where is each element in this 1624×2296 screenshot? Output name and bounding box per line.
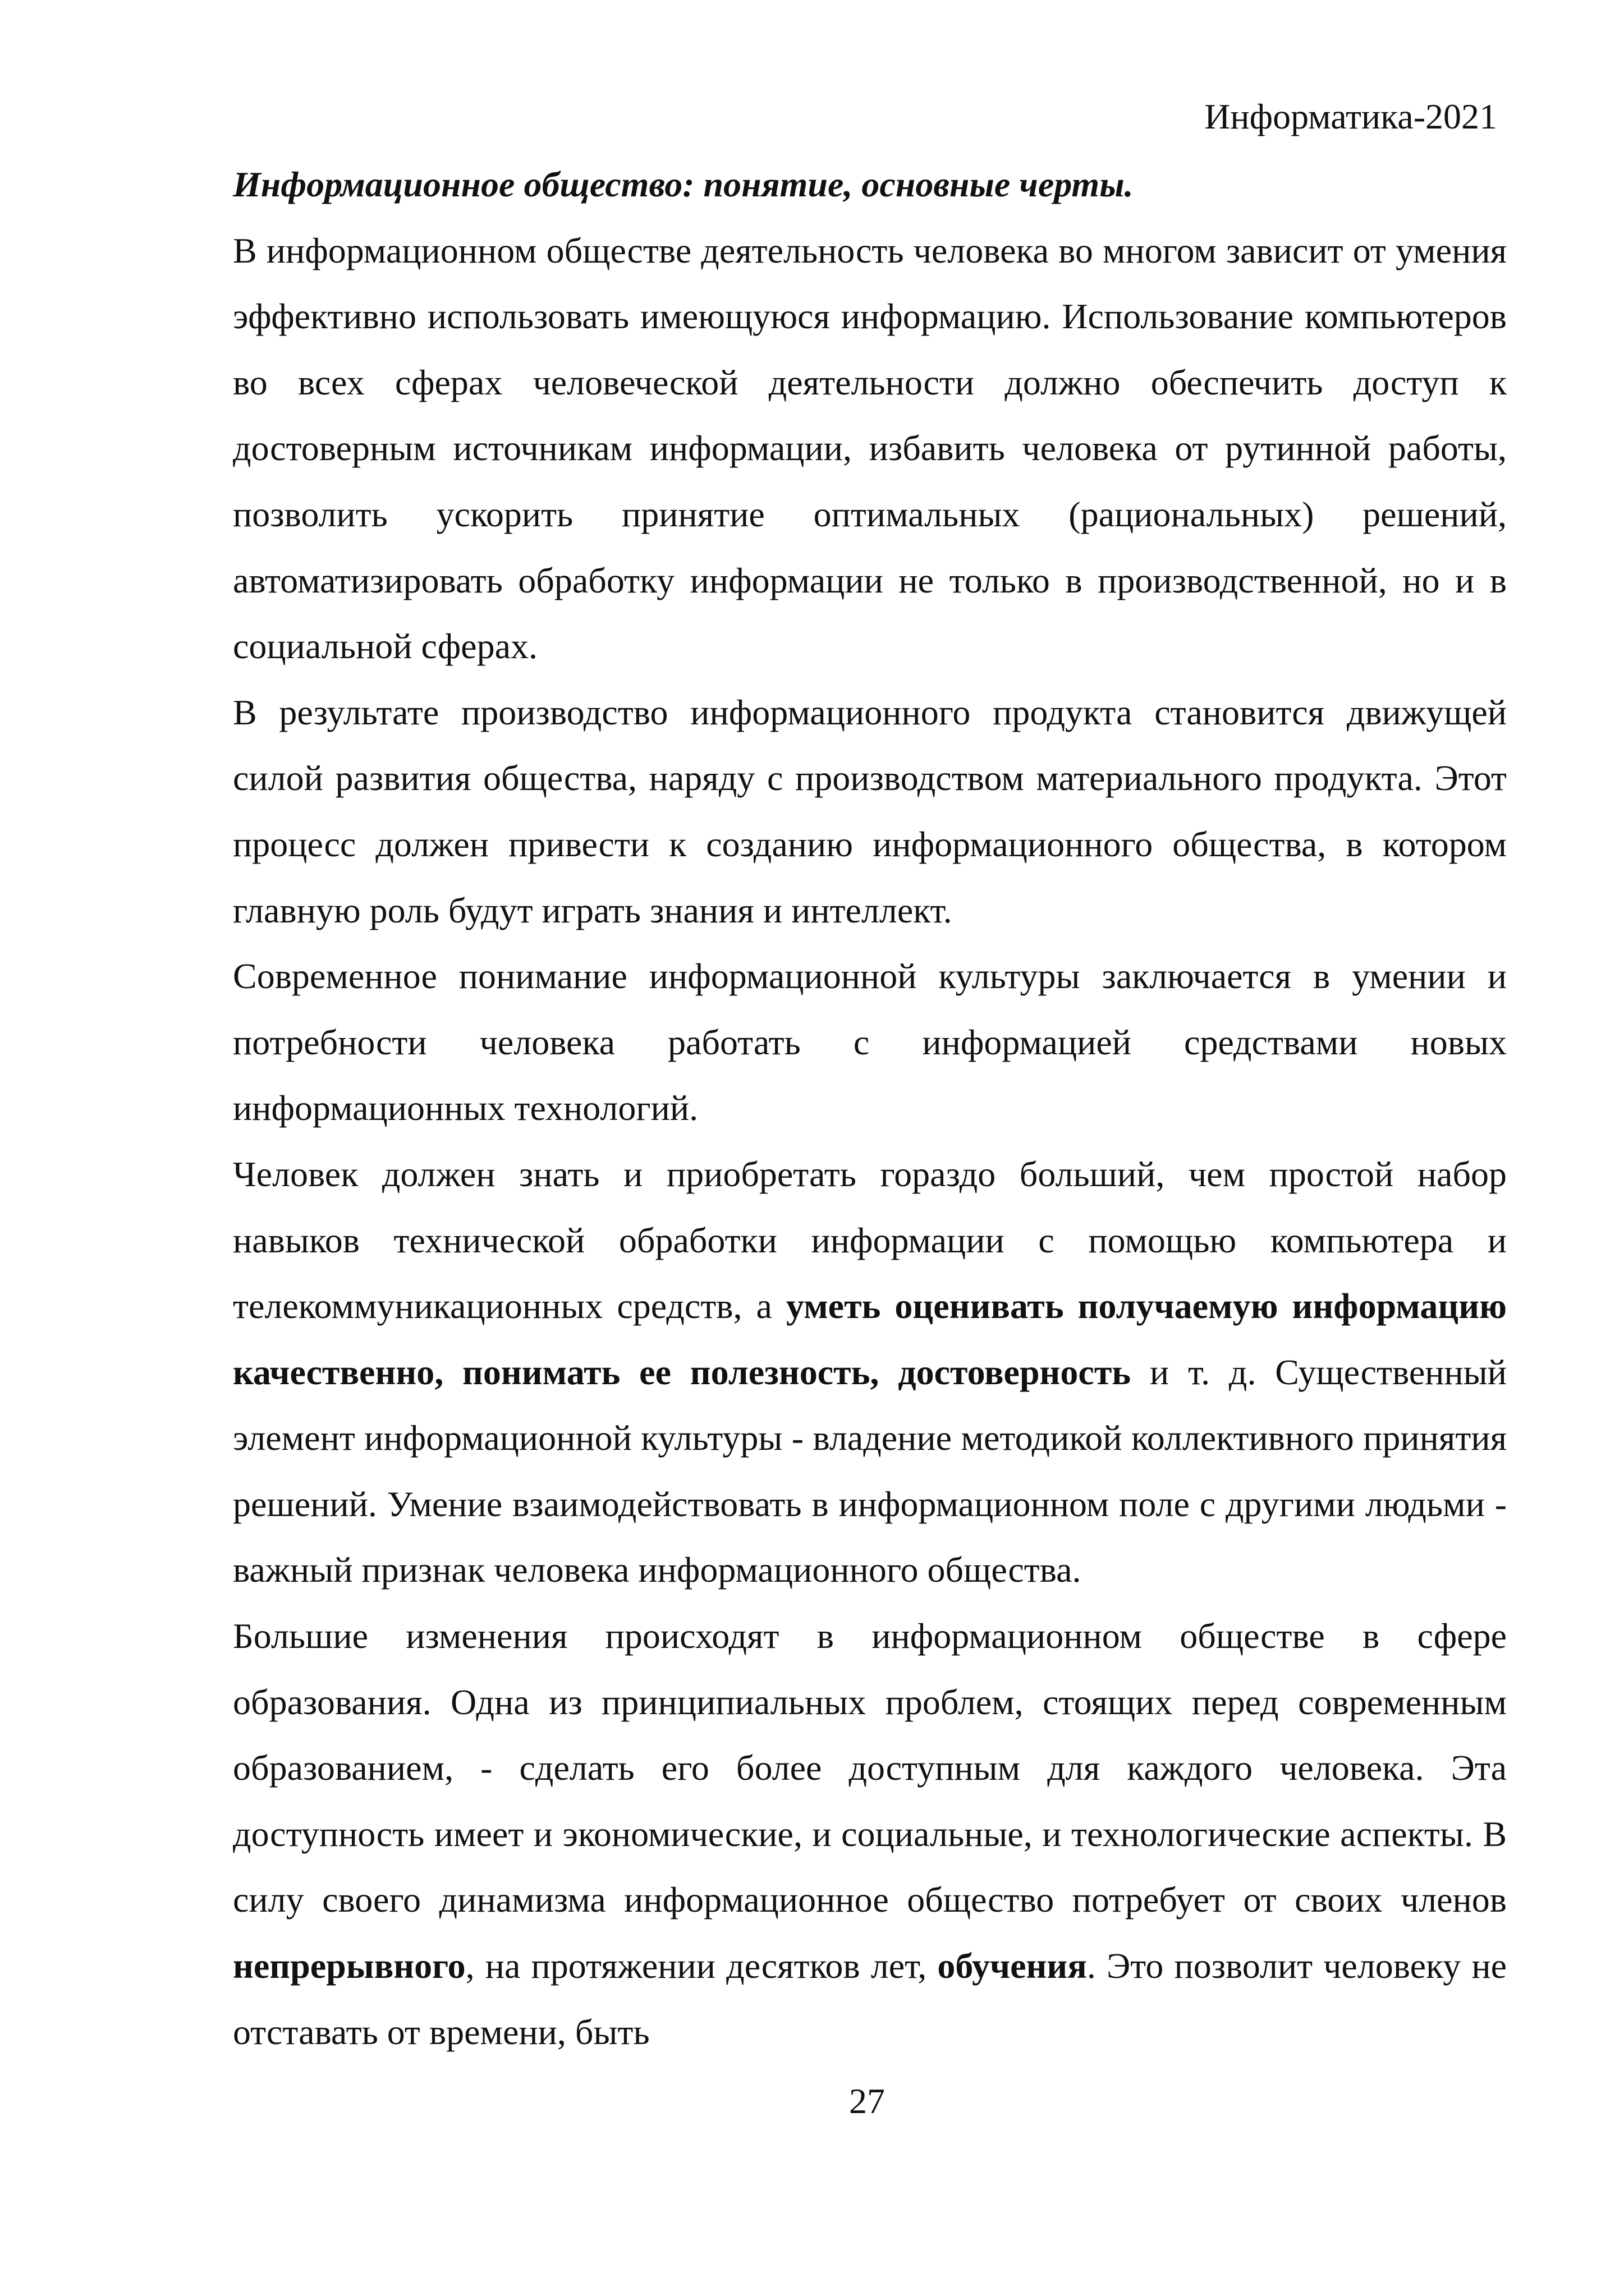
- page-number: 27: [849, 2081, 885, 2121]
- running-header: Информатика-2021: [1204, 97, 1497, 136]
- paragraph-3: Современное понимание информационной культуры заключается в умении и потребности человека работать с информацией средствами новых информационных технологий.: [233, 956, 1507, 1128]
- paragraph-4-text-2: и т. д. Существенный элемент информационной культуры - владение методикой коллективного принятия решений. Умение взаимодействовать в информационном поле с другими людьми - важный признак человека информационного общества.: [233, 1352, 1507, 1590]
- paragraph-4: [233, 1141, 1507, 1603]
- paragraph-5-text-1: Большие изменения происходят в информационном обществе в сфере образования. Одна из принципиальных проблем, стоящих перед современным образованием, - сделать его более доступным для каждого человека. Эта доступность имеет и экономические, и социальные, и технологические аспекты. В силу своего динамизма информационное общество потребует от своих членов: [233, 1616, 1507, 1920]
- paragraph-4-text-1: Человек должен знать и приобретать гораздо больший, чем простой набор навыков технической обработки информации с помощью компьютера и телекоммуникационных средств, а: [233, 1154, 1507, 1326]
- paragraph-1: В информационном обществе деятельность человека во многом зависит от умения эффективно использовать имеющуюся информацию. Использование компьютеров во всех сферах человеческой деятельности должно обеспечить доступ к достоверным источникам информации, избавить человека от рутинной работы, позволить ускорить принятие оптимальных (рациональных) решений, автоматизировать обработку информации не только в производственной, но и в социальной сферах.: [233, 230, 1507, 667]
- paragraph-5-bold-2: обучения: [937, 1946, 1087, 1986]
- page-content: [233, 151, 1507, 2065]
- paragraph-5-text-3: . Это позволит человеку не отставать от времени, быть: [233, 1946, 1507, 2052]
- paragraph-5-bold-1: непрерывного: [233, 1946, 466, 1986]
- section-title: Информационное общество: понятие, основные черты.: [233, 164, 1134, 204]
- paragraph-2: В результате производство информационного продукта становится движущей силой развития общества, наряду с производством материального продукта. Этот процесс должен привести к созданию информационного общества, в котором главную роль будут играть знания и интеллект.: [233, 692, 1507, 930]
- paragraph-4-bold-1: уметь оценивать получаемую информацию качественно, понимать ее полезность, достоверность: [233, 1286, 1507, 1392]
- paragraph-5: [233, 1603, 1507, 2065]
- paragraph-5-text-2: , на протяжении десятков лет,: [465, 1946, 938, 1986]
